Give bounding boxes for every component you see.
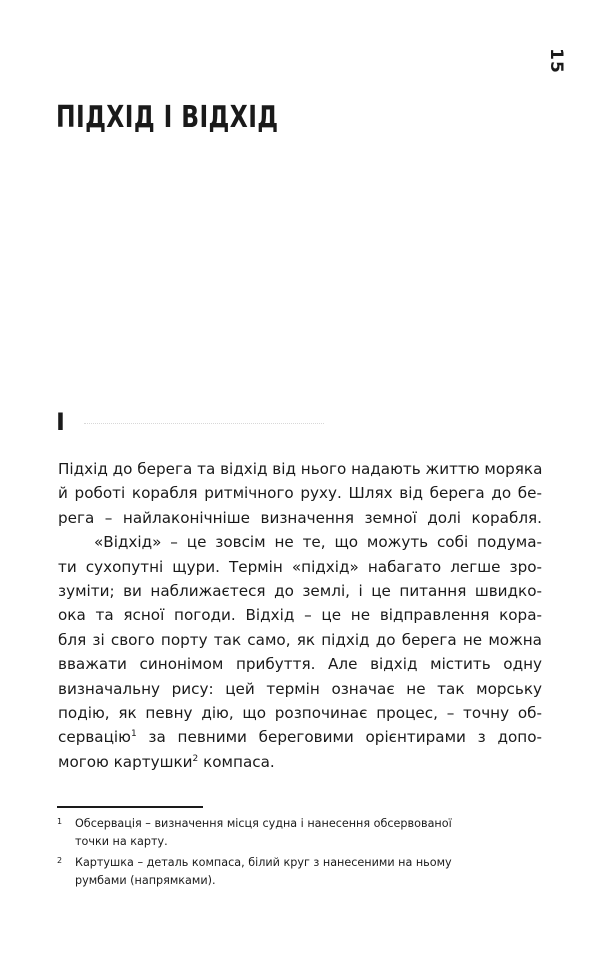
body-line: ока та ясної погоди. Відхід – це не відправлення кора-	[58, 606, 542, 625]
body-line: «Відхід» – це зовсім не те, що можуть собі подума-	[94, 533, 542, 552]
body-line: подію, як певну дію, що розпочинає процес, – точну об-	[58, 703, 542, 722]
footnote-ref-1[interactable]: 1	[130, 729, 137, 740]
body-text-segment: компаса.	[198, 752, 275, 771]
section-mark: I	[56, 408, 65, 436]
body-line: й роботі корабля ритмічного руху. Шлях від берега до бе-	[58, 484, 542, 503]
footnote-line: Обсервація – визначення місця судна і нанесення обсервованої	[75, 817, 452, 830]
chapter-title: ПІДХІД І ВІДХІД	[56, 100, 279, 135]
body-line: Підхід до берега та відхід від нього надають життю моряка	[58, 460, 543, 478]
footnote-line: румбами (напрямками).	[75, 873, 216, 887]
footnote-mark: 2	[57, 856, 63, 865]
footnote-mark: 1	[57, 817, 63, 826]
body-line: рега – найлаконічніше визначення земної долі корабля.	[58, 508, 542, 527]
section-divider	[84, 423, 324, 424]
body-text	[58, 457, 542, 774]
body-line: вважати синонімом прибуття. Але відхід містить одну	[58, 655, 542, 674]
body-text-segment: за певними береговими орієнтирами з допо-	[136, 728, 542, 747]
body-line: зуміти; ви наближаєтеся до землі, і це питання швидко-	[58, 581, 542, 600]
body-text-segment: сервацію	[58, 728, 131, 747]
footnote	[57, 815, 502, 850]
body-text-segment: могою картушки	[58, 752, 193, 771]
footnote-divider	[57, 806, 203, 808]
page-number: 15	[546, 48, 566, 74]
body-line: визначальну рису: цей термін означає не так морську	[58, 679, 542, 698]
body-line	[58, 750, 542, 774]
footnote-line: точки на карту.	[75, 834, 168, 848]
body-line	[58, 725, 542, 749]
footnote-line: Картушка – деталь компаса, білий круг з нанесеними на ньому	[75, 856, 452, 869]
footnote-ref-2[interactable]: 2	[192, 753, 199, 764]
footnote	[57, 854, 502, 889]
footnotes	[57, 815, 502, 893]
body-line: бля зі свого порту так само, як підхід до берега не можна	[58, 630, 542, 649]
body-line: ти сухопутні щури. Термін «підхід» набагато легше зро-	[58, 557, 542, 576]
